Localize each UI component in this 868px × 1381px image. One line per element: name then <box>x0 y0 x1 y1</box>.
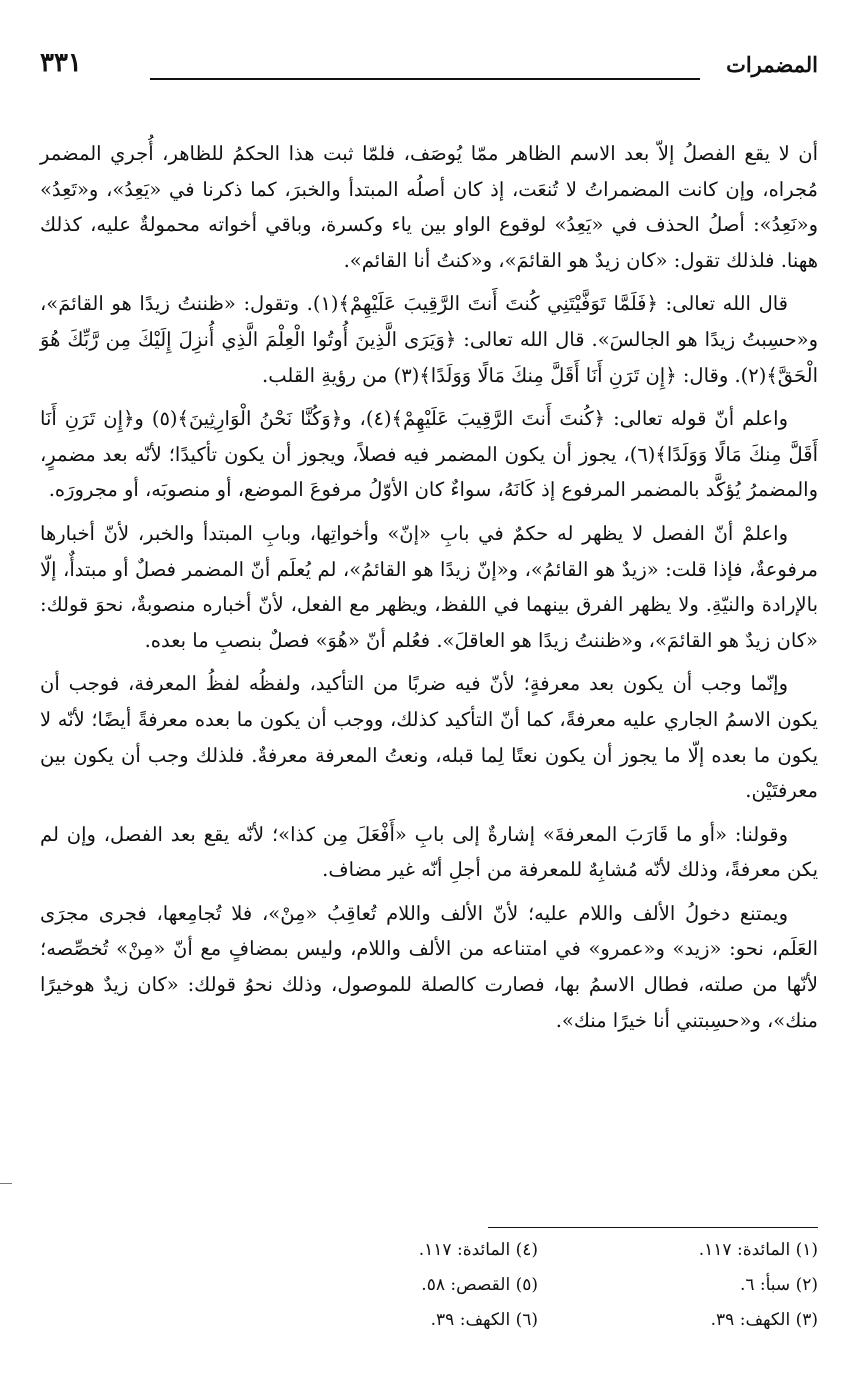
paragraph: قال الله تعالى: ﴿فَلَمَّا تَوَفَّيْتَنِي كُنتَ أَنتَ الرَّقِيبَ عَلَيْهِمْ﴾(١). وتقول: «ظننتُ زيدًا هو القائمَ»، و«حسِبتُ زيدًا هو الجالسَ». قال الله تعالى: ﴿وَيَرَى الَّذِينَ أُوتُوا الْعِلْمَ الَّذِي أُنزِلَ إِلَيْكَ مِن رَّبِّكَ هُوَ الْحَقَّ﴾(٢). وقال: ﴿إِن تَرَنِ أَنَا أَقَلَّ مِنكَ مَالًا وَوَلَدًا﴾(٣) من رؤيةِ القلب. <box>40 292 818 387</box>
running-header <box>40 48 818 88</box>
footnote: (٥) القصص: ٥٨. <box>421 1275 538 1295</box>
footnote: (٢) سبأ: ٦. <box>739 1275 818 1295</box>
paragraph: واعلم أنّ قوله تعالى: ﴿كُنتَ أَنتَ الرَّقِيبَ عَلَيْهِمْ﴾(٤)، و﴿وَكُنَّا نَحْنُ الْوَارِثِينَ﴾(٥) و﴿إِن تَرَنِ أَنَا أَقَلَّ مِنكَ مَالًا وَوَلَدًا﴾(٦)، يجوز أن يكون المضمر فيه فصلاً، ويجوز أن يكون تأكيدًا؛ لأنّه بعد مضمرٍ، والمضمرُ يُؤكَّد بالمضمر المرفوع إذ كَانَهُ، سواءٌ كان الأوّلُ مرفوعَ الموضع، أو منصوبَه، أو مجرورَه. <box>40 407 818 502</box>
footnote: (١) المائدة: ١١٧. <box>698 1240 818 1260</box>
footnote: (٤) المائدة: ١١٧. <box>418 1240 538 1260</box>
paragraph: وقولنا: «أو ما قَارَبَ المعرفةَ» إشارةٌ إلى بابِ «أَفْعَلَ مِن كذا»؛ لأنّه يقع بعد الفصل، وإن لم يكن معرفةً، وذلك لأنّه مُشابِهٌ للمعرفة من أجلِ أنّه غير مضاف. <box>40 822 818 882</box>
header-rule <box>150 78 700 80</box>
paragraph: ويمتنع دخولُ الألف واللام عليه؛ لأنّ الألف واللام تُعاقِبُ «مِنْ»، فلا تُجامِعها، فجرى مجرَى العَلَم، نحو: «زيد» و«عمرو» في امتناعه من الألف واللام، وليس بمضافٍ مع أنّ «مِنْ» تُخصِّصه؛ لأنّها من صلته، فطال الاسمُ بها، فصارت كالصلة للموصول، وذلك نحوُ قولك: «كان زيدٌ هوخيرًا منك»، و«حسِبتني أنا خيرًا منك». <box>40 901 818 1032</box>
margin-tick <box>0 1183 12 1184</box>
footnote: (٣) الكهف: ٣٩. <box>710 1310 818 1330</box>
page-number: ٣٣١ <box>40 48 82 78</box>
body-text <box>40 136 818 1038</box>
paragraph: أن لا يقع الفصلُ إلاّ بعد الاسم الظاهر ممّا يُوصَف، فلمّا ثبت هذا الحكمُ للظاهر، أُجري المضمر مُجراه، وإن كانت المضمراتُ لا تُنعَت، إذ كان أصلُه المبتدأ والخبرَ، كما ذكرنا في «يَعِدُ»، و«تَعِدُ» و«نَعِدُ»: أصلُ الحذف في «يَعِدُ» لوقوع الواو بين ياء وكسرة، وباقي أخواته محمولةٌ عليه، كذلك ههنا. فلذلك تقول: «كان زيدٌ هو القائمَ»، و«كنتُ أنا القائم». <box>40 142 818 272</box>
footnote-rule <box>488 1227 818 1228</box>
chapter-title: المضمرات <box>726 52 818 77</box>
paragraph: واعلمْ أنّ الفصل لا يظهر له حكمٌ في بابِ «إنّ» وأخواتِها، وبابِ المبتدأ والخبر، لأنّ أخبارها مرفوعةٌ، فإذا قلت: «زيدٌ هو القائمُ»، و«إنّ زيدًا هو القائمُ»، لم يُعلَم أنّ المضمر فصلٌ أو مبتدأٌ، إلّا بالإرادة والنيّةِ. ولا يظهر الفرق بينهما في اللفظ، ويظهر مع الفعل، لأنّ أخباره منصوبةٌ، نحوَ قولك: «كان زيدٌ هو القائمَ»، و«ظننتُ زيدًا هو العاقلَ». فعُلم أنّ «هُوَ» فصلٌ بنصبِ ما بعده. <box>40 521 818 652</box>
footnote: (٦) الكهف: ٣٩. <box>430 1310 538 1330</box>
paragraph: وإنّما وجب أن يكون بعد معرفةٍ؛ لأنّ فيه ضربًا من التأكيد، ولفظُه لفظُ المعرفة، فوجب أن يكون الاسمُ الجاري عليه معرفةً، كما أنّ التأكيد كذلك، ووجب أن يكون ما بعده معرفةً أيضًا؛ لأنّه لا يكون ما بعده إلّا ما يجوز أن يكون نعتًا لِما قبله، ونعتُ المعرفة معرفةٌ. فلذلك وجب أن يكون بين معرفتَيْن. <box>40 672 818 803</box>
footnotes <box>258 1240 818 1345</box>
